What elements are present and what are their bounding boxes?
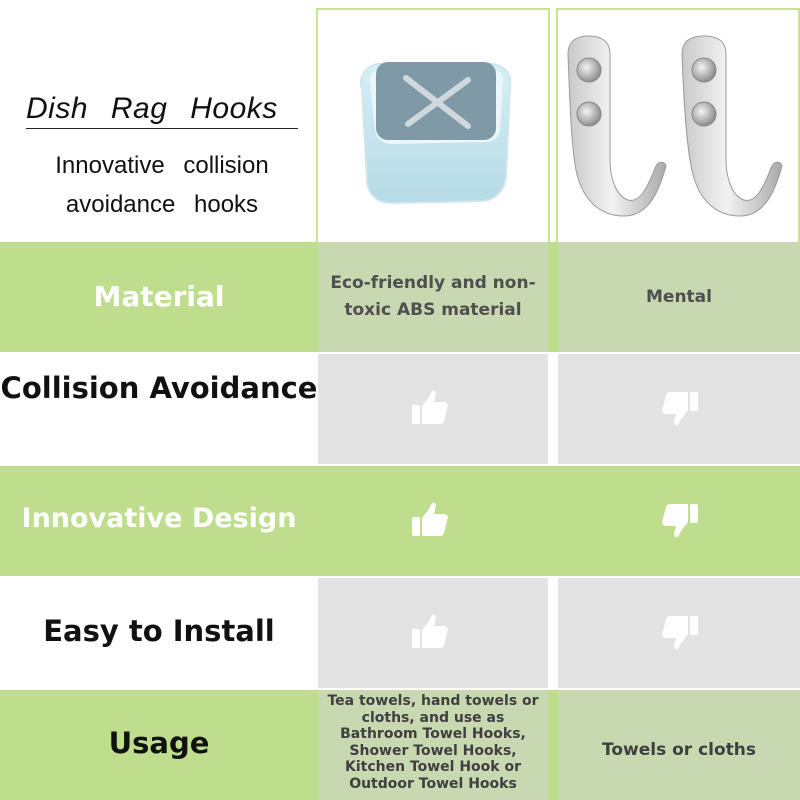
page-title: Dish Rag Hooks (26, 92, 298, 129)
row-label-innovative-design: Innovative Design (21, 503, 297, 534)
row-label-collision-avoidance: Collision Avoidance (0, 371, 318, 405)
material-text-square-hook: Eco-friendly and non-toxic ABS material (330, 273, 536, 320)
thumbs-up-icon (410, 388, 450, 428)
thumbs-up-icon (410, 500, 450, 540)
usage-text-metal-hooks: Towels or cloths (601, 740, 757, 760)
row-label-usage: Usage (108, 726, 210, 760)
product-card-metal-hooks (556, 8, 800, 242)
page-subtitle: Innovative collision avoidance hooks (55, 152, 269, 218)
thumbs-down-icon (660, 388, 700, 428)
square-hook-image (318, 10, 548, 242)
material-text-metal-hooks: Mental (646, 287, 712, 307)
thumbs-down-icon (660, 500, 700, 540)
metal-hooks-image (558, 10, 798, 242)
product-card-square-hook (316, 8, 550, 242)
thumbs-up-icon (410, 612, 450, 652)
row-label-material: Material (93, 280, 225, 313)
usage-text-square-hook: Tea towels, hand towels or cloths, and use as Bathroom Towel Hooks, Shower Towel Hooks, Kitchen Towel Hook or Outdoor Towel Hooks (327, 693, 539, 792)
row-label-easy-to-install: Easy to Install (43, 614, 275, 648)
thumbs-down-icon (660, 612, 700, 652)
